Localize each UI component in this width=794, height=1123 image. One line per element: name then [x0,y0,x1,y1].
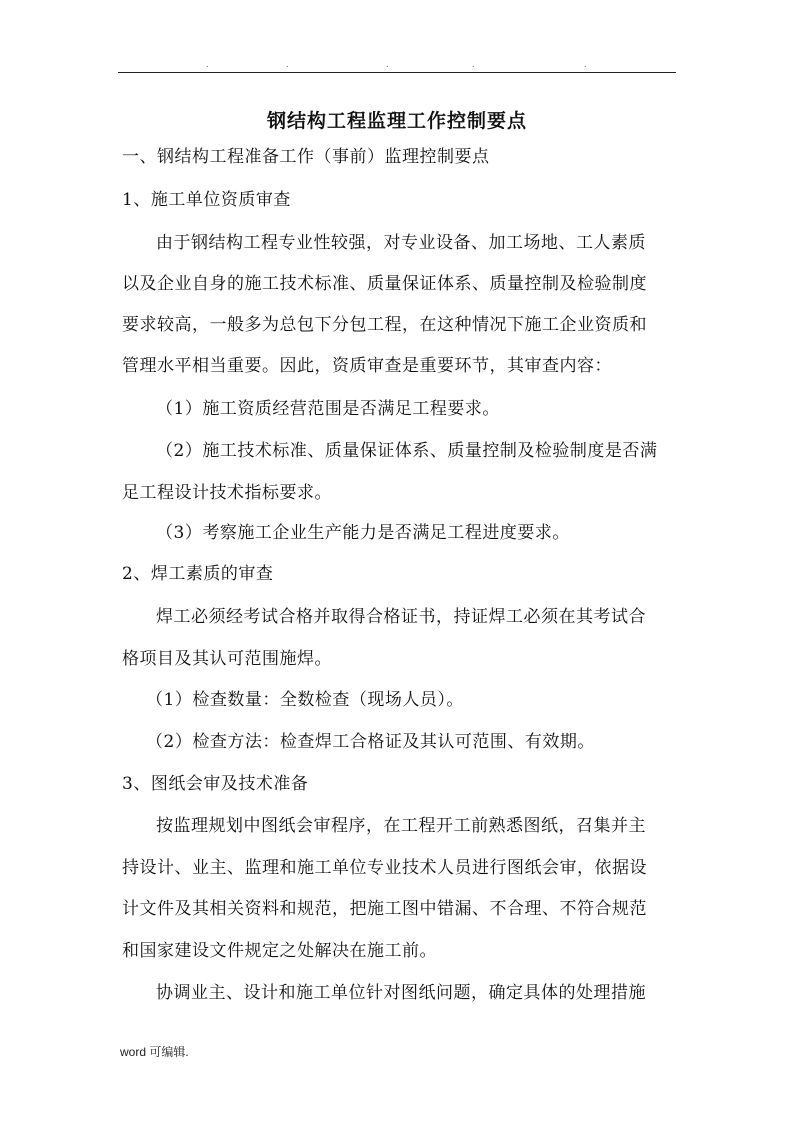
header-dot: . [386,60,389,69]
list-item: （3）考察施工企业生产能力是否满足工程进度要求。 [156,523,570,543]
subsection-heading: 2、焊工素质的审查 [122,564,274,584]
footer-text: word 可编辑. [120,1045,189,1059]
paragraph-line: 由于钢结构工程专业性较强，对专业设备、加工场地、工人素质 [156,233,646,253]
list-item: （2）施工技术标准、质量保证体系、质量控制及检验制度是否满 [156,441,658,461]
list-item: （2）检查方法：检查焊工合格证及其认可范围、有效期。 [146,732,595,752]
document-title: 钢结构工程监理工作控制要点 [266,110,527,132]
paragraph-line: 协调业主、设计和施工单位针对图纸问题，确定具体的处理措施 [156,983,646,1003]
paragraph-line: 要求较高，一般多为总包下分包工程，在这种情况下施工企业资质和 [122,315,647,335]
list-item: （1）施工资质经营范围是否满足工程要求。 [156,399,500,419]
paragraph-line: 格项目及其认可范围施焊。 [122,649,332,669]
list-item: （1）检查数量：全数检查（现场人员）。 [146,690,464,710]
paragraph-line: 焊工必须经考试合格并取得合格证书，持证焊工必须在其考试合 [156,607,646,627]
header-dot: . [206,60,209,69]
paragraph-line: 管理水平相当重要。因此，资质审查是重要环节，其审查内容： [122,356,612,376]
paragraph-line: 计文件及其相关资料和规范，把施工图中错漏、不合理、不符合规范 [122,899,647,919]
header-dot: . [584,60,587,69]
paragraph-line: 以及企业自身的施工技术标准、质量保证体系、质量控制及检验制度 [122,274,647,294]
list-item-continued: 足工程设计技术指标要求。 [122,483,332,503]
paragraph-line: 和国家建设文件规定之处解决在施工前。 [122,941,437,961]
header-dots [118,60,676,70]
section-heading: 一、钢结构工程准备工作（事前）监理控制要点 [122,147,490,167]
subsection-heading: 3、图纸会审及技术准备 [122,774,309,794]
paragraph-line: 按监理规划中图纸会审程序，在工程开工前熟悉图纸，召集并主 [156,816,646,836]
subsection-heading: 1、施工单位资质审查 [122,190,291,210]
paragraph-line: 持设计、业主、监理和施工单位专业技术人员进行图纸会审，依据设 [122,858,647,878]
header-dot: . [472,60,475,69]
header-dot: . [286,60,289,69]
header-rule [118,72,676,73]
